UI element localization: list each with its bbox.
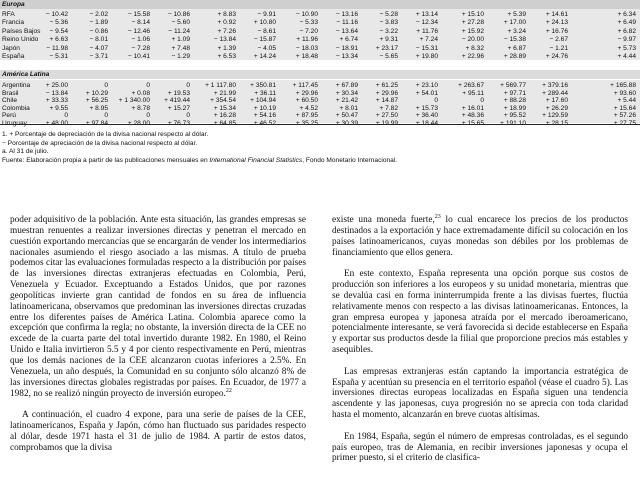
value-cell: + 350.81 [250,82,276,89]
value-cell: + 97.71 [503,89,526,97]
paragraph-text: Las empresas extranjeras están captando la importancia estratégica de España y acentúan su presencia en el territorio español (véase el cuadro 5). Las inversiones directas europeas localizadas en España siguen una tendencia ascendente y las japonesas, cuya progresión no se aprecia con toda claridad hasta el momento, alcanzarán en breve cuotas altísimas. [332,366,628,421]
value-cell: + 16.28 [213,112,236,120]
value-cell: + 263.67 [458,82,484,89]
value-cell: + 16.01 [461,104,484,112]
value-cell: + 379.16 [542,82,568,89]
value-cell: − 10.41 [127,53,150,60]
value-cell: + 15.73 [415,104,438,112]
value-cell: + 165.88 [610,82,636,89]
value-cell: − 11.16 [336,19,358,27]
value-cell: − 9.97 [617,36,636,44]
paragraph [332,367,628,421]
paragraph-text: poder adquisitivo de la población. Ante esta situación, las grandes empresas se muestran renuentes a realizar inversiones directas y penetran el mercado en cuestión exportando mercancías que se encargarán de vender los intermediarios nacionales asumiendo el riesgo asociado a las mismas. A título de prueba podemos citar las evaluaciones formuladas respecto a la distribución por países de las inversiones directas extranjeras efectuadas en Colombia, Perú, Venezuela y Ecuador. Exceptuando a Estados Unidos, que por razones geopolíticas invierte gran cantidad de fondos en su área de influencia latinoamericana, observamos que predominan las inversiones directas cruzadas entre los diferentes países de América Latina. Colombia aparece como la excepción que confirma la regla; no obstante, la inversión directa de la CEE no excede de la cuarta parte del total invertido durante 1982. En 1980, el Reino Unido e Italia invirtieron 5.5 y 4 por ciento respectivamente en Perú, mientras que los demás naciones de la CEE alcanzaron cuotas inferiores a 2.5%. En Venezuela, un año después, la Comunidad en su conjunto sólo alcanzó 8% de las inversiones directas globales registradas por países. En Ecuador, de 1977 a 1982, no se realizó ningún proyecto de inversión europeo. [10,215,306,399]
value-cell: + 30.34 [335,89,358,97]
paragraph [332,215,628,258]
value-cell: − 11.24 [168,27,190,35]
paragraph-text: En 1984, España, según el número de empresas controladas, es el segundo país europeo, tras de Alemania, en recibir inversiones japonesas y ocupa el primer puesto, si el criterio de clasifica- [332,431,628,464]
country-cell: Brasil [2,89,19,97]
value-cell: + 1.39 [217,44,236,52]
value-cell: + 48.36 [461,112,484,120]
country-cell: Reino Unido [2,36,39,44]
paragraph-text: existe una moneda fuerte, [332,215,435,225]
value-cell: + 57.26 [613,112,636,120]
value-cell: 0 [186,112,190,120]
country-cell: Perú [2,112,16,120]
value-cell: + 36.40 [415,112,438,120]
value-cell: + 24.76 [545,53,568,60]
table-row [0,45,640,53]
value-cell: − 10.86 [167,11,190,18]
value-cell: + 26.29 [545,104,568,112]
value-cell: + 14.61 [545,11,568,18]
value-cell: + 9.31 [379,36,398,44]
table-notes [0,131,640,166]
value-cell: 0 [146,82,150,89]
value-cell: + 9.55 [49,104,68,112]
value-cell: + 23.17 [375,44,398,52]
value-cell: − 11.98 [46,44,68,52]
note-july: a. Al 31 de julio. [2,148,49,156]
value-cell: − 2.67 [549,36,568,44]
value-cell: + 8.95 [89,104,108,112]
value-cell: + 29.96 [375,89,398,97]
value-cell: + 8.01 [339,104,358,112]
note-appreciation: − Porcentaje de apreciación de la divisa nacional respecto al dólar. [2,139,198,147]
value-cell: − 4.05 [257,44,276,52]
value-cell: − 7.28 [131,44,150,52]
value-cell: + 28.89 [503,53,526,60]
table-row [0,36,640,44]
value-cell: + 15.10 [461,11,484,18]
value-cell: + 67.89 [335,82,358,89]
value-cell: + 7.48 [171,44,190,52]
value-cell: + 15.34 [213,104,236,112]
table-row [0,19,640,27]
value-cell: + 6.53 [217,53,236,60]
value-cell: + 95.52 [503,112,526,120]
country-cell: Chile [2,97,18,105]
country-cell: España [2,53,25,60]
value-cell: + 10.19 [253,104,276,112]
paragraph-text: lo cual encarece los precios de los productos destinados a la exportación y hace extremadamente difícil su colocación en los países latinoamericanos, cuyas monedas son débiles por los problemas de financiamiento que ellos genera. [332,215,628,258]
value-cell: + 4.44 [617,53,636,60]
paragraph [10,215,306,399]
region-label-europe: Europa [2,1,25,8]
value-cell: + 21.42 [335,97,358,105]
value-cell: + 15.64 [613,104,636,112]
value-cell: + 29.96 [295,89,318,97]
value-cell: + 7.24 [419,36,438,44]
region-header-latam [0,70,640,79]
value-cell: − 13.16 [335,11,358,18]
value-cell: + 60.50 [295,97,318,105]
value-cell: + 95.11 [462,89,484,97]
value-cell: + 19.80 [415,53,438,60]
value-cell: + 8.32 [465,44,484,52]
value-cell: + 6.63 [49,36,68,44]
value-cell: + 8.83 [217,11,236,18]
country-cell: Argentina [2,82,31,89]
value-cell: 0 [104,82,108,89]
value-cell: + 23.10 [415,82,438,89]
value-cell: 0 [146,112,150,120]
value-cell: + 354.54 [210,97,236,105]
value-cell: + 419.44 [164,97,190,105]
value-cell: + 14.24 [253,53,276,60]
value-cell: + 18.99 [503,104,526,112]
source-suffix: , Fondo Monetario Internacional. [302,157,398,165]
country-cell: RFA [2,11,15,18]
value-cell: + 27.50 [375,112,398,120]
value-cell: − 9.91 [257,11,276,18]
value-cell: + 6.82 [617,27,636,35]
value-cell: + 8.78 [131,104,150,112]
country-cell: Japón [2,44,20,52]
value-cell: + 3.24 [507,27,526,35]
value-cell: − 5.60 [171,19,190,27]
value-cell: − 8.61 [257,27,276,35]
value-cell: − 13.64 [335,27,358,35]
value-cell: − 8.01 [89,36,108,44]
value-cell: − 5.65 [379,53,398,60]
value-cell: + 10.80 [253,19,276,27]
paragraph [332,269,628,356]
value-cell: − 5.36 [49,19,68,27]
note-depreciation: 1. + Porcentaje de depreciación de la divisa nacional respecto al dólar. [2,131,209,138]
value-cell: − 15.31 [415,44,438,52]
value-cell: − 15.87 [253,36,276,44]
paragraph [332,432,628,465]
value-cell: + 129.59 [542,112,568,120]
value-cell: + 0.08 [131,89,150,97]
value-cell: + 15.92 [461,27,484,35]
value-cell: − 15.38 [503,36,526,44]
value-cell: + 10.29 [85,89,108,97]
value-cell: + 104.94 [250,97,276,105]
region-header-europe [0,0,640,9]
value-cell: + 88.28 [503,97,526,105]
footnote-ref: 23 [434,213,441,220]
value-cell: 0 [64,112,68,120]
value-cell: − 1.89 [89,19,108,27]
value-cell: + 36.11 [254,89,276,97]
value-cell: − 7.20 [299,27,318,35]
value-cell: − 1.21 [549,44,568,52]
value-cell: + 56.25 [85,97,108,105]
value-cell: + 1 117.80 [205,82,236,89]
value-cell: − 20.00 [461,36,484,44]
value-cell: − 5.31 [49,53,68,60]
value-cell: + 14.87 [375,97,398,105]
paragraph [10,410,306,453]
value-cell: + 11.76 [416,27,438,35]
body-column-right [332,215,628,464]
value-cell: 0 [104,112,108,120]
table-row [0,11,640,19]
value-cell: + 25.00 [45,82,68,89]
value-cell: + 4.52 [299,104,318,112]
value-cell: − 3.22 [379,27,398,35]
value-cell: + 17.60 [545,97,568,105]
value-cell: + 18.48 [295,53,318,60]
value-cell: + 5.73 [617,44,636,52]
value-cell: + 27.28 [461,19,484,27]
value-cell: − 13.84 [45,89,68,97]
source-prefix: Fuente: Elaboración propia a partir de las publicaciones mensuales en [2,157,210,165]
value-cell: + 7.26 [217,27,236,35]
region-label-latam: América Latina [2,71,50,78]
value-cell: + 17.00 [503,19,526,27]
value-cell: − 5.28 [379,11,398,18]
table-row [0,28,640,36]
body-column-left [10,215,306,454]
value-cell: + 1.09 [171,36,190,44]
value-cell: + 87.95 [295,112,318,120]
value-cell: + 16.76 [545,27,568,35]
value-cell: + 6.49 [617,19,636,27]
value-cell: + 6.87 [507,44,526,52]
value-cell: − 12.34 [415,19,438,27]
country-cell: Francia [2,19,24,27]
value-cell: + 7.82 [379,104,398,112]
value-cell: + 54.16 [253,112,276,120]
value-cell: − 0.86 [89,27,108,35]
value-cell: + 21.99 [213,89,236,97]
value-cell: + 1 340.00 [118,97,150,105]
value-cell: − 15.58 [127,11,150,18]
value-cell: − 1.06 [131,36,150,44]
country-cell: Colombia [2,104,30,112]
value-cell: + 6.34 [617,11,636,18]
value-cell: − 2.02 [89,11,108,18]
value-cell: − 3.83 [379,19,398,27]
value-cell: − 3.71 [89,53,108,60]
value-cell: + 13.14 [415,11,438,18]
value-cell: 0 [186,82,190,89]
value-cell: − 4.07 [89,44,108,52]
value-cell: − 13.84 [213,36,236,44]
value-cell: + 54.01 [415,89,438,97]
country-cell: Países Bajos [2,27,41,35]
footnote-ref: 22 [225,387,232,394]
value-cell: + 22.96 [461,53,484,60]
value-cell: + 11.96 [296,36,318,44]
value-cell: + 24.13 [545,19,568,27]
value-cell: + 61.25 [375,82,398,89]
value-cell: + 289.44 [542,89,568,97]
table-bottom-rule [0,124,640,125]
value-cell: + 5.39 [507,11,526,18]
value-cell: + 15.27 [167,104,190,112]
table-row [0,53,640,61]
value-cell: + 6.74 [339,36,358,44]
value-cell: − 18.03 [295,44,318,52]
value-cell: − 8.14 [131,19,150,27]
paragraph-text: A continuación, el cuadro 4 expone, para una serie de países de la CEE, latinoamericanos, España y Japón, cómo han fluctuado sus paridades respecto al dólar, desde 1971 hasta el 31 de julio de 1984. A partir de estos datos, comprobamos que la divisa [10,410,306,453]
exchange-rate-table [0,0,640,183]
value-cell: + 0.92 [217,19,236,27]
value-cell: − 13.34 [335,53,358,60]
value-cell: + 569.77 [500,82,526,89]
value-cell: − 18.91 [335,44,358,52]
value-cell: 0 [434,97,438,105]
value-cell: − 9.54 [49,27,68,35]
value-cell: + 93.60 [613,89,636,97]
value-cell: + 117.45 [292,82,318,89]
paragraph-text: En este contexto, España representa una opción porque sus costos de producción son inferiores a los europeos y su unidad monetaria, mientras que se devalúa casi en forma ininterrumpida frente a las divisas fuertes, fluctúa relativamente menos con respecto a las divisas latinoamericanas. Entonces, la gran empresa europea y japonesa atraída por el mercado iberoamericano, potencialmente interesante, se verá favorecida si decide establecerse en España y exportar sus productos desde la filial que proporcione precios más estables y asequibles. [332,269,628,356]
value-cell: + 33.33 [45,97,68,105]
value-cell: + 50.47 [335,112,358,120]
value-cell: 0 [480,97,484,105]
value-cell: + 5.44 [617,97,636,105]
value-cell: + 19.53 [167,89,190,97]
source-publication: International Financial Statistics [209,157,303,165]
value-cell: − 1.29 [171,53,190,60]
table-source [2,157,640,166]
value-cell: − 10.42 [45,11,68,18]
value-cell: − 5.33 [299,19,318,27]
value-cell: − 10.90 [295,11,318,18]
value-cell: − 12.46 [127,27,150,35]
